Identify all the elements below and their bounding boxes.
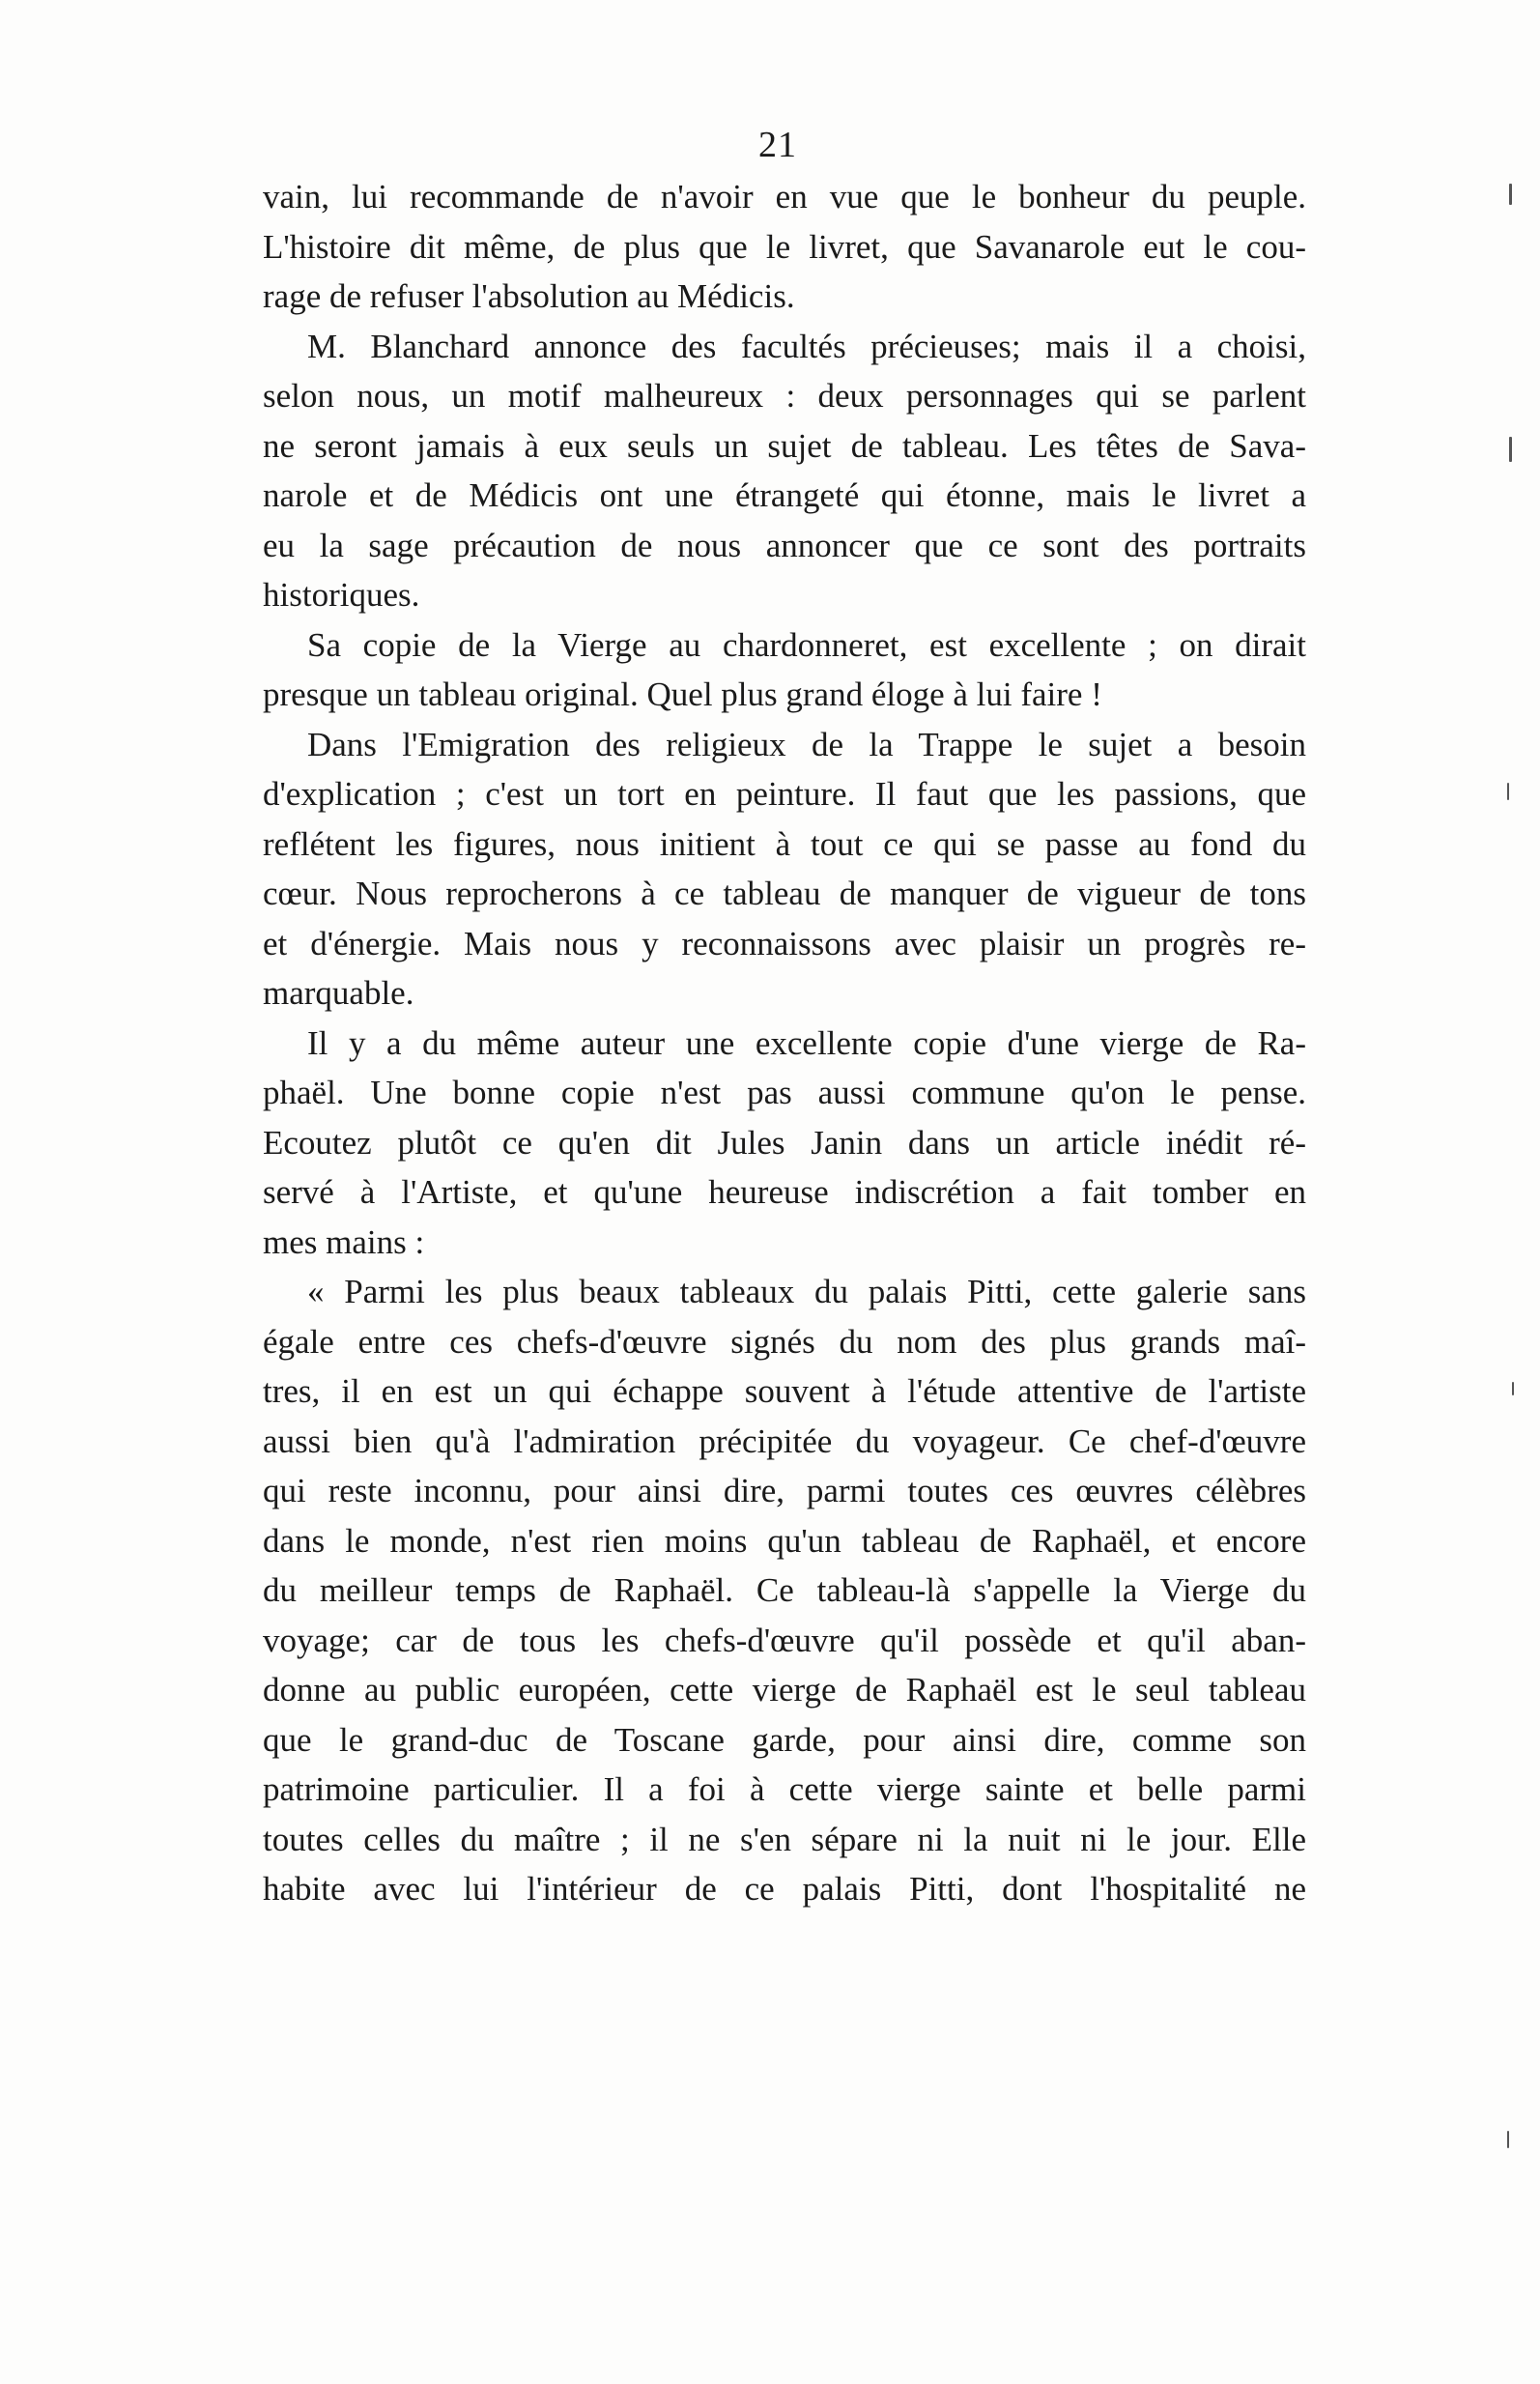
text-line: M. Blanchard annonce des facultés précieuses; mais il a choisi, — [307, 327, 1306, 365]
body-text — [263, 172, 1306, 1914]
text-line: patrimoine particulier. Il a foi à cette vierge sainte et belle parmi — [263, 1770, 1306, 1808]
text-line: reflétent les figures, nous initient à tout ce qui se passe au fond du — [263, 824, 1306, 863]
scan-mark — [1512, 1382, 1514, 1395]
text-line: dans le monde, n'est rien moins qu'un tableau de Raphaël, et encore — [263, 1521, 1306, 1560]
text-line: marquable. — [263, 974, 414, 1012]
text-line: Sa copie de la Vierge au chardonneret, est excellente ; on dirait — [307, 625, 1306, 664]
text-line: servé à l'Artiste, et qu'une heureuse indiscrétion a fait tomber en — [263, 1173, 1306, 1211]
text-line: Il y a du même auteur une excellente copie d'une vierge de Ra- — [307, 1023, 1306, 1062]
scan-mark — [1507, 783, 1509, 800]
text-line: Ecoutez plutôt ce qu'en dit Jules Janin dans un article inédit ré- — [263, 1123, 1306, 1162]
text-line: aussi bien qu'à l'admiration précipitée du voyageur. Ce chef-d'œuvre — [263, 1422, 1306, 1460]
text-line: phaël. Une bonne copie n'est pas aussi commune qu'on le pense. — [263, 1074, 1306, 1111]
text-line: voyage; car de tous les chefs-d'œuvre qu'il possède et qu'il aban- — [263, 1621, 1306, 1659]
text-line: Dans l'Emigration des religieux de la Trappe le sujet a besoin — [307, 725, 1306, 763]
text-line: habite avec lui l'intérieur de ce palais Pitti, dont l'hospitalité ne — [263, 1870, 1306, 1908]
text-line: tres, il en est un qui échappe souvent à l'étude attentive de l'artiste — [263, 1372, 1306, 1410]
scan-mark — [1509, 437, 1512, 462]
text-line: du meilleur temps de Raphaël. Ce tableau-là s'appelle la Vierge du — [263, 1571, 1306, 1609]
text-line: eu la sage précaution de nous annoncer que ce sont des portraits — [263, 526, 1306, 564]
text-line: toutes celles du maître ; il ne s'en sépare ni la nuit ni le jour. Elle — [263, 1820, 1306, 1858]
text-line: L'histoire dit même, de plus que le livret, que Savanarole eut le cou- — [263, 227, 1306, 266]
text-line: qui reste inconnu, pour ainsi dire, parmi toutes ces œuvres célèbres — [263, 1472, 1306, 1509]
text-line: cœur. Nous reprocherons à ce tableau de manquer de vigueur de tons — [263, 875, 1306, 912]
text-line: que le grand-duc de Toscane garde, pour ainsi dire, comme son — [263, 1720, 1306, 1759]
text-line: donne au public européen, cette vierge de Raphaël est le seul tableau — [263, 1671, 1306, 1709]
text-line: égale entre ces chefs-d'œuvre signés du nom des plus grands maî- — [263, 1322, 1306, 1361]
text-line: presque un tableau original. Quel plus grand éloge à lui faire ! — [263, 675, 1102, 713]
text-line: « Parmi les plus beaux tableaux du palais Pitti, cette galerie sans — [307, 1273, 1306, 1310]
text-line: ne seront jamais à eux seuls un sujet de tableau. Les têtes de Sava- — [263, 426, 1306, 465]
scan-mark — [1507, 2131, 1509, 2148]
text-line: selon nous, un motif malheureux : deux personnages qui se parlent — [263, 377, 1306, 415]
text-line: historiques. — [263, 576, 420, 614]
text-line: mes mains : — [263, 1222, 425, 1261]
scan-mark — [1509, 184, 1512, 205]
text-line: narole et de Médicis ont une étrangeté qui étonne, mais le livret a — [263, 476, 1306, 514]
text-line: d'explication ; c'est un tort en peinture. Il faut que les passions, que — [263, 775, 1306, 813]
text-line: vain, lui recommande de n'avoir en vue que le bonheur du peuple. — [263, 178, 1306, 215]
text-line: et d'énergie. Mais nous y reconnaissons avec plaisir un progrès re- — [263, 924, 1306, 962]
page-number: 21 — [758, 125, 797, 165]
text-line: rage de refuser l'absolution au Médicis. — [263, 277, 795, 315]
